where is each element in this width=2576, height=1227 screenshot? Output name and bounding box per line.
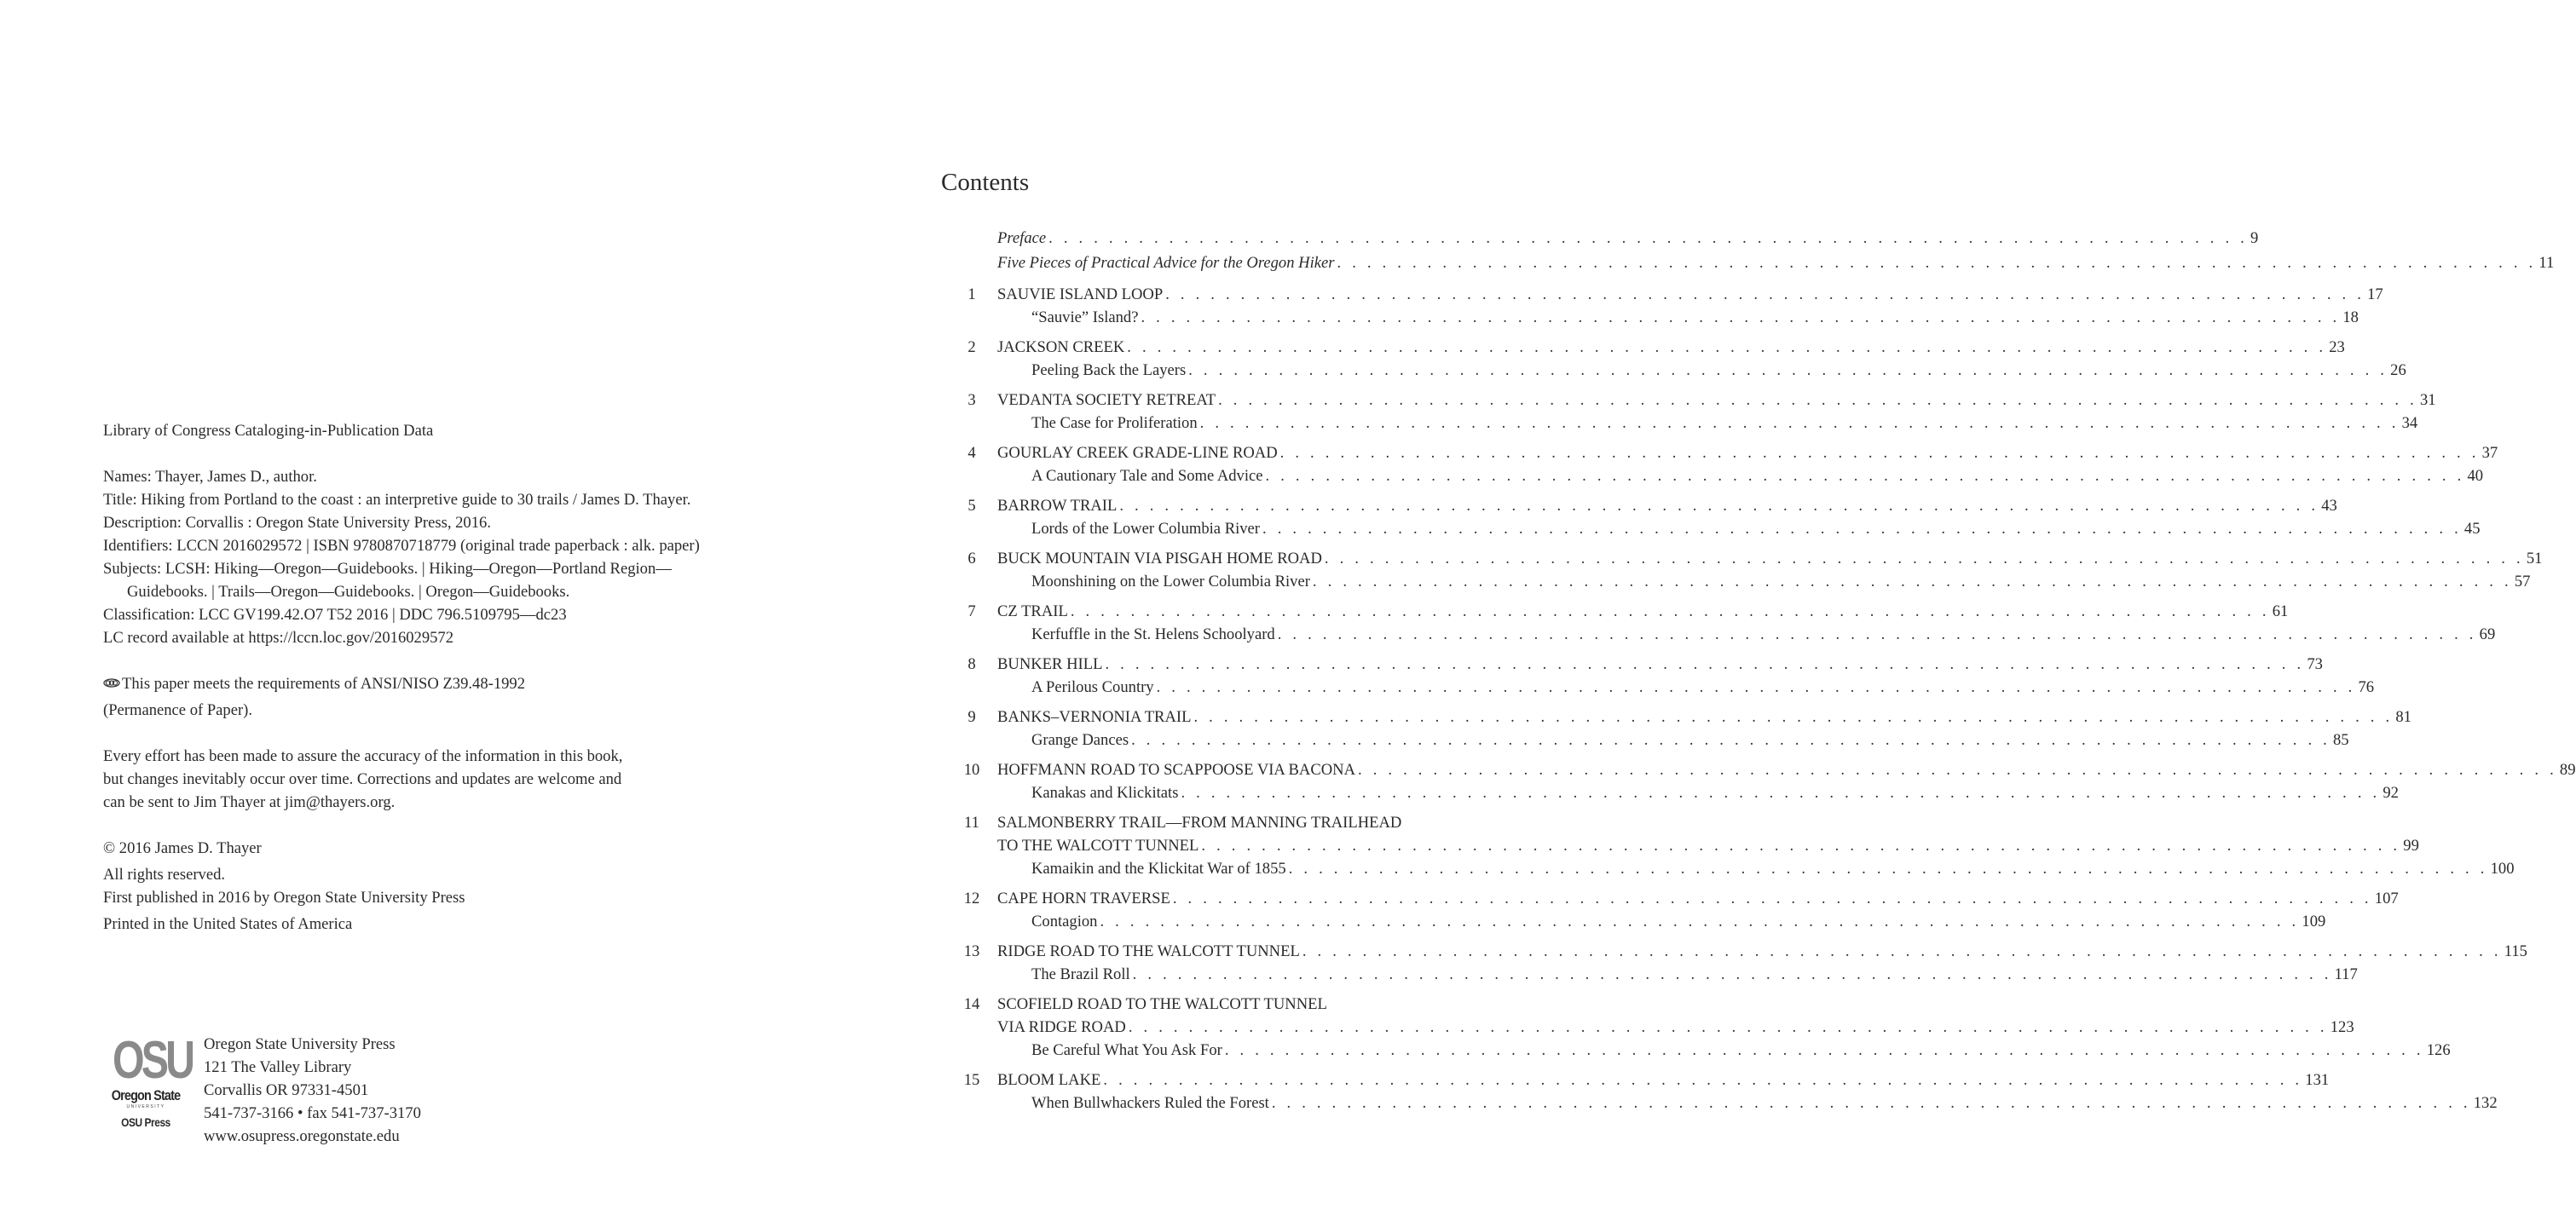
chapter-number: 4: [967, 444, 976, 462]
toc-page-number: 99: [2403, 837, 2419, 855]
dot-leader: . . . . . . . . . . . . . . . . . . . . . . . . . . . . . . . . . . . . . . . . . . . . . . . . . . . . . . . . . . . . . . . . . . . . . . . . . . . . . . . .: [1337, 254, 2537, 272]
toc-subsection-entry: [946, 781, 2399, 804]
toc-page-number: 89: [2559, 761, 2576, 779]
toc-subsection-entry: [946, 729, 2349, 752]
chapter-number: 12: [963, 890, 980, 907]
chapter-subtitle: Kerfuffle in the St. Helens Schoolyard: [1031, 625, 1275, 643]
dot-leader: . . . . . . . . . . . . . . . . . . . . . . . . . . . . . . . . . . . . . . . . . . . . . . . . . . . . . . . . . . . . . . . . . . . . . . . . . . . . . . . .: [1271, 1094, 2471, 1112]
toc-chapter-entry: [946, 653, 2323, 676]
chapter-number: 14: [963, 995, 980, 1013]
dot-leader: . . . . . . . . . . . . . . . . . . . . . . . . . . . . . . . . . . . . . . . . . . . . . . . . . . . . . . . . . . . . . . . . . . . . . . . . . . . . . . . .: [1172, 890, 2372, 907]
osu-logo-press: OSU Press: [121, 1115, 170, 1129]
toc-subsection-entry: [946, 464, 2484, 487]
toc-subsection-entry: [946, 857, 2515, 880]
paper-statement-line1: This paper meets the requirements of ANSI/NISO Z39.48-1992: [122, 675, 526, 693]
chapter-subtitle: Moonshining on the Lower Columbia River: [1031, 573, 1310, 590]
publisher-phone: 541-737-3166 • fax 541-737-3170: [204, 1104, 421, 1122]
toc-page-number: 81: [2395, 708, 2411, 726]
toc-page-number: 51: [2526, 550, 2543, 567]
publisher-address-1: 121 The Valley Library: [204, 1058, 352, 1076]
chapter-subtitle: Be Careful What You Ask For: [1031, 1041, 1222, 1059]
chapter-title: RIDGE ROAD TO THE WALCOTT TUNNEL: [997, 942, 1300, 960]
chapter-subtitle: Kamaikin and the Klickitat War of 1855: [1031, 860, 1286, 878]
effort-line-3: can be sent to Jim Thayer at jim@thayers.org.: [103, 793, 396, 811]
cip-heading: Library of Congress Cataloging-in-Publication Data: [103, 422, 434, 440]
toc-chapter-entry: [946, 993, 1539, 1016]
chapter-title: VEDANTA SOCIETY RETREAT: [997, 391, 1216, 409]
copyright-line: © 2016 James D. Thayer: [103, 839, 262, 857]
dot-leader: . . . . . . . . . . . . . . . . . . . . . . . . . . . . . . . . . . . . . . . . . . . . . . . . . . . . . . . . . . . . . . . . . . . . . . . . . . . . . . . .: [1141, 308, 2341, 326]
toc-page-number: 115: [2504, 942, 2527, 960]
publisher-block: [103, 1031, 546, 1146]
chapter-title: VIA RIDGE ROAD: [997, 1018, 1126, 1036]
chapter-title: BUNKER HILL: [997, 655, 1103, 673]
dot-leader: . . . . . . . . . . . . . . . . . . . . . . . . . . . . . . . . . . . . . . . . . . . . . . . . . . . . . . . . . . . . . . . . . . . . . . . . . . . . . . . .: [1262, 520, 2462, 538]
toc-page-number: 23: [2329, 338, 2345, 356]
first-published-line: First published in 2016 by Oregon State University Press: [103, 889, 465, 907]
chapter-subtitle: Contagion: [1031, 913, 1098, 930]
dot-leader: . . . . . . . . . . . . . . . . . . . . . . . . . . . . . . . . . . . . . . . . . . . . . . . . . . . . . . . . . . . . . . . . . . . . . . . . . . . . . . . .: [1199, 414, 2400, 432]
toc-subsection-entry: [946, 676, 2375, 699]
chapter-title: JACKSON CREEK: [997, 338, 1125, 356]
contents-title: Contents: [941, 169, 1030, 196]
chapter-number: 3: [967, 391, 976, 409]
chapter-number: 1: [967, 285, 976, 303]
toc-subsection-entry: [946, 412, 2418, 435]
toc-chapter-entry-continued: [946, 1016, 2354, 1039]
chapter-title: GOURLAY CREEK GRADE-LINE ROAD: [997, 444, 1278, 462]
dot-leader: . . . . . . . . . . . . . . . . . . . . . . . . . . . . . . . . . . . . . . . . . . . . . . . . . . . . . . . . . . . . . . . . . . . . . . . . . . . . . . . .: [1312, 573, 2512, 590]
cip-identifiers: Identifiers: LCCN 2016029572 | ISBN 9780870718779 (original trade paperback : alk. paper): [103, 537, 700, 555]
dot-leader: . . . . . . . . . . . . . . . . . . . . . . . . . . . . . . . . . . . . . . . . . . . . . . . . . . . . . . . . . . . . . . . . . . . . . . . . . . . . . . . .: [1048, 229, 2249, 247]
dot-leader: . . . . . . . . . . . . . . . . . . . . . . . . . . . . . . . . . . . . . . . . . . . . . . . . . . . . . . . . . . . . . . . . . . . . . . . . . . . . . . . .: [1358, 761, 2557, 779]
toc-page-number: 17: [2367, 285, 2383, 303]
toc-page-number: 107: [2374, 890, 2399, 907]
copyright-page: [103, 419, 734, 936]
toc-page-number: 37: [2481, 444, 2498, 462]
toc-subsection-entry: [946, 623, 2496, 646]
dot-leader: . . . . . . . . . . . . . . . . . . . . . . . . . . . . . . . . . . . . . . . . . . . . . . . . . . . . . . . . . . . . . . . . . . . . . . . . . . . . . . . .: [1188, 361, 2388, 379]
chapter-number: 9: [967, 708, 976, 726]
toc-chapter-entry: [946, 494, 2337, 517]
toc-subsection-entry: [946, 517, 2481, 540]
toc-chapter-entry: [946, 547, 2543, 570]
toc-page-number: 18: [2342, 308, 2359, 326]
toc-page-number: 131: [2305, 1071, 2330, 1089]
chapter-title: HOFFMANN ROAD TO SCAPPOOSE VIA BACONA: [997, 761, 1356, 779]
effort-line-1: Every effort has been made to assure the accuracy of the information in this book,: [103, 747, 623, 765]
dot-leader: . . . . . . . . . . . . . . . . . . . . . . . . . . . . . . . . . . . . . . . . . . . . . . . . . . . . . . . . . . . . . . . . . . . . . . . . . . . . . . . .: [1218, 391, 2417, 409]
dot-leader: . . . . . . . . . . . . . . . . . . . . . . . . . . . . . . . . . . . . . . . . . . . . . . . . . . . . . . . . . . . . . . . . . . . . . . . . . . . . . . . .: [1265, 467, 2465, 485]
toc-page-number: 61: [2272, 602, 2289, 620]
chapter-subtitle: “Sauvie” Island?: [1031, 308, 1139, 326]
chapter-number: 5: [967, 497, 976, 515]
toc-chapter-entry: [946, 336, 2345, 359]
toc-page-number: 100: [2490, 860, 2515, 878]
toc-page-number: 69: [2479, 625, 2496, 643]
publisher-address-2: Corvallis OR 97331-4501: [204, 1081, 369, 1099]
cip-lc-record: LC record available at https://lccn.loc.gov/2016029572: [103, 629, 454, 647]
dot-leader: . . . . . . . . . . . . . . . . . . . . . . . . . . . . . . . . . . . . . . . . . . . . . . . . . . . . . . . . . . . . . . . . . . . . . . . . . . . . . . . .: [1119, 497, 2319, 515]
chapter-subtitle: The Case for Proliferation: [1031, 414, 1198, 432]
toc-page-number: 85: [2333, 731, 2349, 749]
dot-leader: . . . . . . . . . . . . . . . . . . . . . . . . . . . . . . . . . . . . . . . . . . . . . . . . . . . . . . . . . . . . . . . . . . . . . . . . . . . . . . . .: [1279, 444, 2480, 462]
chapter-title: BLOOM LAKE: [997, 1071, 1101, 1089]
toc-page-number: 40: [2467, 467, 2484, 485]
toc-chapter-entry: [946, 389, 2436, 412]
chapter-title: CAPE HORN TRAVERSE: [997, 890, 1170, 907]
toc-chapter-entry: [946, 940, 2527, 963]
chapter-subtitle: The Brazil Roll: [1031, 965, 1130, 983]
dot-leader: . . . . . . . . . . . . . . . . . . . . . . . . . . . . . . . . . . . . . . . . . . . . . . . . . . . . . . . . . . . . . . . . . . . . . . . . . . . . . . . .: [1324, 550, 2524, 567]
chapter-title-line1: SCOFIELD ROAD TO THE WALCOTT TUNNEL: [997, 995, 1327, 1013]
printed-line: Printed in the United States of America: [103, 915, 353, 933]
dot-leader: . . . . . . . . . . . . . . . . . . . . . . . . . . . . . . . . . . . . . . . . . . . . . . . . . . . . . . . . . . . . . . . . . . . . . . . . . . . . . . . .: [1070, 602, 2270, 620]
toc-page-number: 73: [2307, 655, 2323, 673]
toc-page-number: 26: [2390, 361, 2406, 379]
publisher-address: [204, 1033, 421, 1148]
chapter-title: BARROW TRAIL: [997, 497, 1118, 515]
osu-logo-name: Oregon State: [111, 1087, 181, 1103]
publisher-name: Oregon State University Press: [204, 1035, 396, 1053]
toc-chapter-entry: [946, 811, 1539, 834]
dot-leader: . . . . . . . . . . . . . . . . . . . . . . . . . . . . . . . . . . . . . . . . . . . . . . . . . . . . . . . . . . . . . . . . . . . . . . . . . . . . . . . .: [1128, 1018, 2328, 1036]
toc-subsection-entry: [946, 570, 2531, 593]
dot-leader: . . . . . . . . . . . . . . . . . . . . . . . . . . . . . . . . . . . . . . . . . . . . . . . . . . . . . . . . . . . . . . . . . . . . . . . . . . . . . . . .: [1127, 338, 2327, 356]
osu-logo-mark: OSU: [113, 1031, 193, 1090]
toc-subsection-entry: [946, 910, 2326, 933]
chapter-title: BANKS–VERNONIA TRAIL: [997, 708, 1192, 726]
rights-line: All rights reserved.: [103, 866, 226, 884]
cip-names: Names: Thayer, James D., author.: [103, 468, 317, 486]
toc-chapter-entry: [946, 600, 2289, 623]
effort-line-2: but changes inevitably occur over time. Corrections and updates are welcome and: [103, 770, 622, 788]
toc-page-number: 43: [2321, 497, 2337, 515]
chapter-subtitle: A Perilous Country: [1031, 678, 1154, 696]
toc-chapter-entry: [946, 758, 2576, 781]
chapter-subtitle: Lords of the Lower Columbia River: [1031, 520, 1261, 538]
chapter-number: 10: [963, 761, 980, 779]
chapter-subtitle: When Bullwhackers Ruled the Forest: [1031, 1094, 1269, 1112]
osu-logo-sub: UNIVERSITY: [126, 1104, 165, 1109]
permanence-of-paper-icon: [103, 678, 120, 688]
toc-chapter-entry: [946, 283, 2383, 306]
dot-leader: . . . . . . . . . . . . . . . . . . . . . . . . . . . . . . . . . . . . . . . . . . . . . . . . . . . . . . . . . . . . . . . . . . . . . . . . . . . . . . . .: [1288, 860, 2488, 878]
toc-chapter-entry: [946, 441, 2498, 464]
toc-front-entry: [946, 251, 2555, 274]
chapter-number: 13: [963, 942, 980, 960]
toc-page-number: 45: [2463, 520, 2481, 538]
chapter-title: BUCK MOUNTAIN VIA PISGAH HOME ROAD: [997, 550, 1322, 567]
toc-chapter-entry: [946, 887, 2399, 910]
toc-page-number: 34: [2401, 414, 2418, 432]
dot-leader: . . . . . . . . . . . . . . . . . . . . . . . . . . . . . . . . . . . . . . . . . . . . . . . . . . . . . . . . . . . . . . . . . . . . . . . . . . . . . . . .: [1302, 942, 2502, 960]
toc-subsection-entry: [946, 1039, 2451, 1062]
cip-title: Title: Hiking from Portland to the coast : an interpretive guide to 30 trails / James D. Thayer.: [103, 491, 691, 509]
dot-leader: . . . . . . . . . . . . . . . . . . . . . . . . . . . . . . . . . . . . . . . . . . . . . . . . . . . . . . . . . . . . . . . . . . . . . . . . . . . . . . . .: [1277, 625, 2477, 643]
toc-front-entry: [946, 227, 2259, 250]
chapter-subtitle: Peeling Back the Layers: [1031, 361, 1187, 379]
toc-subsection-entry: [946, 359, 2406, 382]
dot-leader: . . . . . . . . . . . . . . . . . . . . . . . . . . . . . . . . . . . . . . . . . . . . . . . . . . . . . . . . . . . . . . . . . . . . . . . . . . . . . . . .: [1156, 678, 2356, 696]
chapter-title-line1: SALMONBERRY TRAIL—FROM MANNING TRAILHEAD: [997, 814, 1402, 832]
paper-statement-line2: (Permanence of Paper).: [103, 701, 253, 719]
chapter-number: 7: [967, 602, 976, 620]
cip-description: Description: Corvallis : Oregon State University Press, 2016.: [103, 514, 491, 532]
toc-page-number: 11: [2538, 254, 2555, 272]
chapter-number: 8: [967, 655, 976, 673]
dot-leader: . . . . . . . . . . . . . . . . . . . . . . . . . . . . . . . . . . . . . . . . . . . . . . . . . . . . . . . . . . . . . . . . . . . . . . . . . . . . . . . .: [1132, 965, 2332, 983]
cip-classification: Classification: LCC GV199.42.O7 T52 2016 | DDC 796.5109795—dc23: [103, 606, 567, 624]
chapter-subtitle: Grange Dances: [1031, 731, 1129, 749]
toc-page-number: 126: [2426, 1041, 2451, 1059]
dot-leader: . . . . . . . . . . . . . . . . . . . . . . . . . . . . . . . . . . . . . . . . . . . . . . . . . . . . . . . . . . . . . . . . . . . . . . . . . . . . . . . .: [1193, 708, 2394, 726]
dot-leader: . . . . . . . . . . . . . . . . . . . . . . . . . . . . . . . . . . . . . . . . . . . . . . . . . . . . . . . . . . . . . . . . . . . . . . . . . . . . . . . .: [1103, 1071, 2303, 1089]
toc-page-number: 117: [2334, 965, 2358, 983]
toc-subsection-entry: [946, 1092, 2498, 1115]
dot-leader: . . . . . . . . . . . . . . . . . . . . . . . . . . . . . . . . . . . . . . . . . . . . . . . . . . . . . . . . . . . . . . . . . . . . . . . . . . . . . . . .: [1131, 731, 2331, 749]
chapter-number: 15: [963, 1071, 980, 1089]
toc-subsection-entry: [946, 306, 2359, 329]
chapter-title: TO THE WALCOTT TUNNEL: [997, 837, 1199, 855]
toc-page-number: 109: [2302, 913, 2326, 930]
toc-page-number: 92: [2383, 784, 2399, 802]
chapter-title: SAUVIE ISLAND LOOP: [997, 285, 1164, 303]
chapter-title: CZ TRAIL: [997, 602, 1068, 620]
toc-page-number: 31: [2419, 391, 2436, 409]
toc-front-title: Preface: [997, 229, 1047, 247]
toc-chapter-entry: [946, 1069, 2330, 1092]
table-of-contents: [946, 227, 2576, 1115]
toc-subsection-entry: [946, 963, 2358, 986]
dot-leader: . . . . . . . . . . . . . . . . . . . . . . . . . . . . . . . . . . . . . . . . . . . . . . . . . . . . . . . . . . . . . . . . . . . . . . . . . . . . . . . .: [1100, 913, 2300, 930]
toc-page-number: 9: [2250, 229, 2259, 247]
dot-leader: . . . . . . . . . . . . . . . . . . . . . . . . . . . . . . . . . . . . . . . . . . . . . . . . . . . . . . . . . . . . . . . . . . . . . . . . . . . . . . . .: [1165, 285, 2365, 303]
toc-chapter-entry: [946, 706, 2411, 729]
dot-leader: . . . . . . . . . . . . . . . . . . . . . . . . . . . . . . . . . . . . . . . . . . . . . . . . . . . . . . . . . . . . . . . . . . . . . . . . . . . . . . . .: [1224, 1041, 2424, 1059]
chapter-subtitle: A Cautionary Tale and Some Advice: [1031, 467, 1263, 485]
chapter-number: 2: [967, 338, 976, 356]
chapter-number: 6: [967, 550, 976, 567]
chapter-number: 11: [964, 814, 979, 832]
dot-leader: . . . . . . . . . . . . . . . . . . . . . . . . . . . . . . . . . . . . . . . . . . . . . . . . . . . . . . . . . . . . . . . . . . . . . . . . . . . . . . . .: [1201, 837, 2401, 855]
paper-statement: [103, 672, 734, 695]
toc-front-title: Five Pieces of Practical Advice for the Oregon Hiker: [997, 254, 1335, 272]
toc-page-number: 132: [2473, 1094, 2498, 1112]
publisher-website: www.osupress.oregonstate.edu: [204, 1127, 400, 1145]
dot-leader: . . . . . . . . . . . . . . . . . . . . . . . . . . . . . . . . . . . . . . . . . . . . . . . . . . . . . . . . . . . . . . . . . . . . . . . . . . . . . . . .: [1181, 784, 2381, 802]
dot-leader: . . . . . . . . . . . . . . . . . . . . . . . . . . . . . . . . . . . . . . . . . . . . . . . . . . . . . . . . . . . . . . . . . . . . . . . . . . . . . . . .: [1105, 655, 2305, 673]
toc-page-number: 57: [2514, 573, 2531, 590]
toc-chapter-entry-continued: [946, 834, 2419, 857]
chapter-subtitle: Kanakas and Klickitats: [1031, 784, 1179, 802]
cip-subjects: Subjects: LCSH: Hiking—Oregon—Guidebooks. | Hiking—Oregon—Portland Region—Guidebooks. | Trails—Oregon—Guidebooks. | Oregon—Guidebooks.: [103, 560, 672, 601]
osu-press-logo: [103, 1031, 193, 1129]
toc-page-number: 76: [2358, 678, 2375, 696]
toc-page-number: 123: [2330, 1018, 2354, 1036]
